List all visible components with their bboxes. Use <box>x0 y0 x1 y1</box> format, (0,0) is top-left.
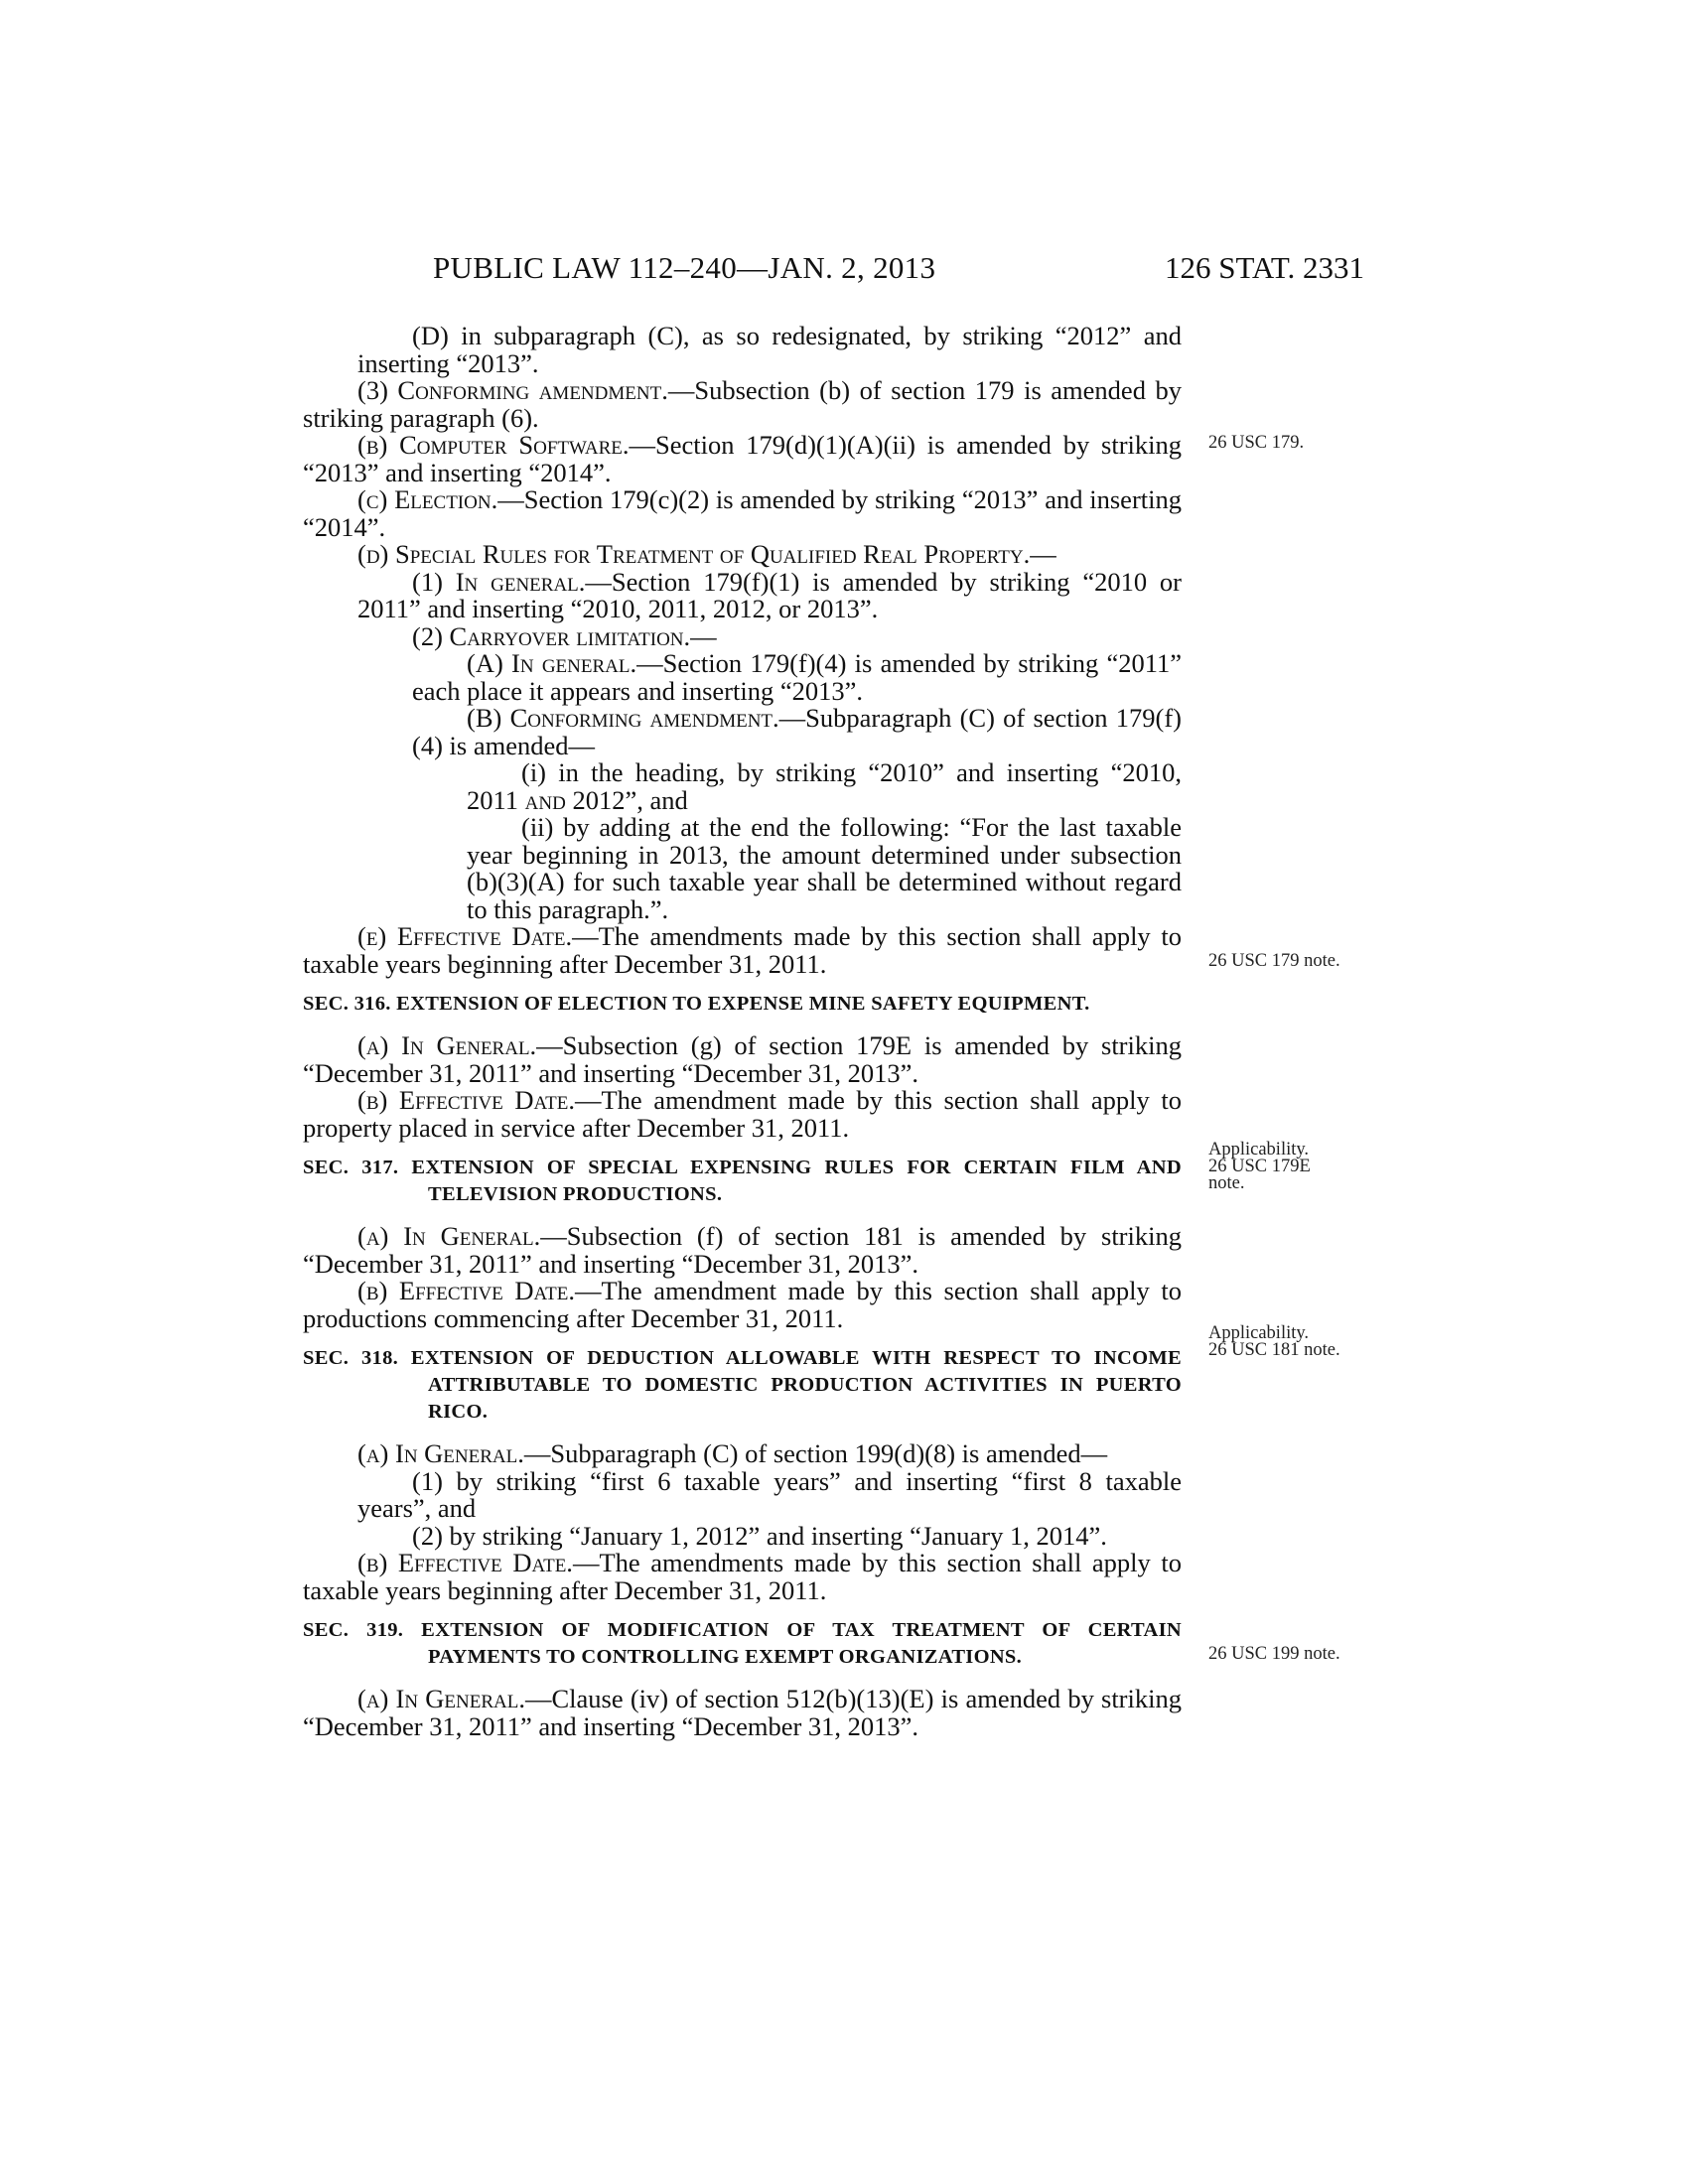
margin-note-line: 26 USC 181 note. <box>1208 1340 1340 1360</box>
paragraph: (1) by striking “first 6 taxable years” and inserting “first 8 taxable years”, and <box>357 1465 1182 1523</box>
paragraph: (D) in subparagraph (C), as so redesignated, by striking “2012” and inserting “2013”. <box>357 321 1182 378</box>
paragraph: (B) Conforming amendment.—Subparagraph (C) of section 179(f)(4) is amended— <box>412 703 1182 760</box>
paragraph: (1) In general.—Section 179(f)(1) is amended by striking “2010 or 2011” and inserting “2010, 2011, 2012, or 2013”. <box>357 566 1182 623</box>
running-header-title: PUBLIC LAW 112–240—JAN. 2, 2013 <box>433 250 936 285</box>
margin-note-line: 26 USC 179E <box>1208 1157 1311 1176</box>
running-header-page: 126 STAT. 2331 <box>1164 250 1364 285</box>
paragraph: (b) Computer Software.—Section 179(d)(1)(A)(ii) is amended by striking “2013” and inserting “2014”. <box>303 430 1182 487</box>
paragraph: (a) In General.—Clause (iv) of section 512(b)(13)(E) is amended by striking “December 31, 2011” and inserting “December 31, 2013”. <box>303 1684 1182 1741</box>
paragraph: (a) In General.—Subparagraph (C) of section 199(d)(8) is amended— <box>357 1438 1108 1468</box>
paragraph: (2) Carryover limitation.— <box>412 620 717 651</box>
paragraph: (a) In General.—Subsection (g) of section 179E is amended by striking “December 31, 2011” and inserting “December 31, 2013”. <box>303 1030 1182 1088</box>
margin-note: 26 USC 179. <box>1208 433 1305 453</box>
document-body <box>303 323 1182 1740</box>
section-heading: SEC. 319. EXTENSION OF MODIFICATION OF TAX TREATMENT OF CERTAIN PAYMENTS TO CONTROLLING EXEMPT ORGANIZATIONS. <box>303 1619 1182 1668</box>
section-heading: SEC. 317. EXTENSION OF SPECIAL EXPENSING RULES FOR CERTAIN FILM AND TELEVISION PRODUCTIONS. <box>303 1157 1182 1205</box>
paragraph: (i) in the heading, by striking “2010” and inserting “2010, 2011 and 2012”, and <box>467 757 1182 815</box>
paragraph: (c) Election.—Section 179(c)(2) is amended by striking “2013” and inserting “2014”. <box>303 484 1182 542</box>
margin-note-line: note. <box>1208 1173 1245 1193</box>
margin-note: 26 USC 199 note. <box>1208 1644 1340 1664</box>
paragraph: (a) In General.—Subsection (f) of section 181 is amended by striking “December 31, 2011” and inserting “December 31, 2013”. <box>303 1221 1182 1279</box>
margin-note <box>1208 1325 1340 1359</box>
section-heading: SEC. 318. EXTENSION OF DEDUCTION ALLOWABLE WITH RESPECT TO INCOME ATTRIBUTABLE TO DOMESTIC PRODUCTION ACTIVITIES IN PUERTO RICO. <box>303 1347 1182 1423</box>
section-heading: SEC. 316. EXTENSION OF ELECTION TO EXPENSE MINE SAFETY EQUIPMENT. <box>303 993 1090 1015</box>
margin-note: 26 USC 179 note. <box>1208 951 1340 971</box>
paragraph: (b) Effective Date.—The amendment made by this section shall apply to property placed in service after December 31, 2011. <box>303 1085 1182 1143</box>
paragraph: (2) by striking “January 1, 2012” and inserting “January 1, 2014”. <box>412 1520 1107 1551</box>
paragraph: (b) Effective Date.—The amendment made by this section shall apply to productions commencing after December 31, 2011. <box>303 1276 1182 1333</box>
paragraph: (ii) by adding at the end the following: “For the last taxable year beginning in 2013, the amount determined under subsection (b)(3)(A) for such taxable year shall be determined without regard to this paragraph.”. <box>467 812 1182 924</box>
margin-note-line: Applicability. <box>1208 1140 1310 1160</box>
paragraph: (e) Effective Date.—The amendments made by this section shall apply to taxable years beginning after December 31, 2011. <box>303 921 1182 979</box>
paragraph: (3) Conforming amendment.—Subsection (b) of section 179 is amended by striking paragraph (6). <box>303 375 1182 433</box>
paragraph: (d) Special Rules for Treatment of Qualified Real Property.— <box>357 539 1056 569</box>
paragraph: (b) Effective Date.—The amendments made by this section shall apply to taxable years beginning after December 31, 2011. <box>303 1548 1182 1605</box>
margin-note-line: Applicability. <box>1208 1323 1310 1343</box>
margin-note <box>1208 1142 1311 1192</box>
paragraph: (A) In general.—Section 179(f)(4) is amended by striking “2011” each place it appears and inserting “2013”. <box>412 648 1182 706</box>
